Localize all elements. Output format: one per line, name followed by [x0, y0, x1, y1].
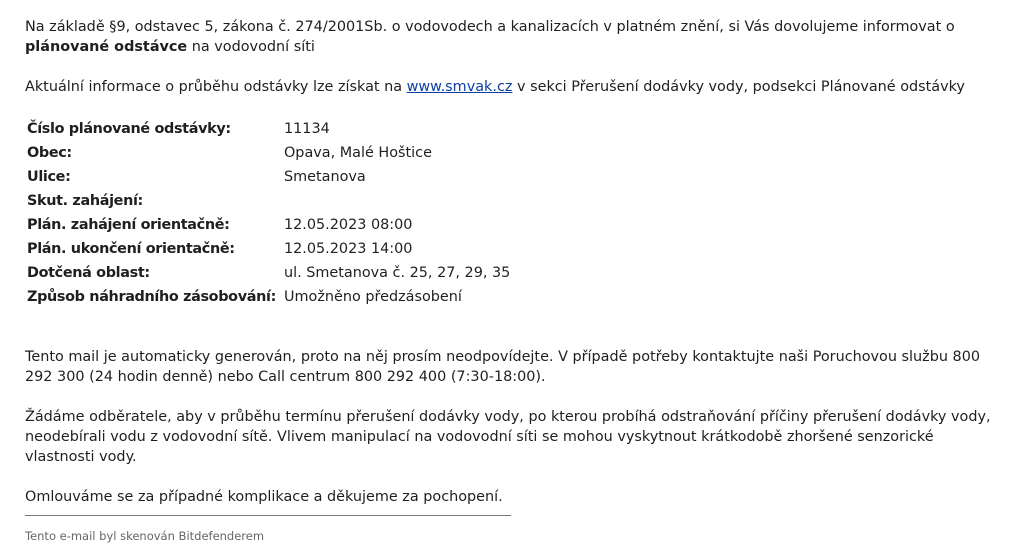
detail-label: Číslo plánované odstávky: [27, 121, 231, 137]
detail-value: 12.05.2023 14:00 [283, 241, 413, 257]
intro-bold-text: plánované odstávce [25, 39, 188, 55]
detail-row [27, 165, 510, 189]
detail-value: Opava, Malé Hoštice [283, 145, 432, 161]
detail-value: ul. Smetanova č. 25, 27, 29, 35 [283, 265, 511, 281]
detail-value [284, 189, 510, 213]
info-text-end: v sekci Přerušení dodávky vody, podsekci Plánované odstávky [512, 79, 965, 95]
detail-label: Plán. zahájení orientačně: [27, 217, 230, 233]
detail-label: Skut. zahájení: [27, 193, 143, 209]
outage-details-table [27, 117, 510, 309]
detail-value: 11134 [283, 121, 330, 137]
detail-value: Umožněno předzásobení [283, 289, 462, 305]
detail-row [27, 261, 510, 285]
detail-row [27, 237, 510, 261]
intro-text-end: na vodovodní síti [187, 39, 315, 55]
detail-row [27, 285, 510, 309]
detail-label: Obec: [27, 145, 72, 161]
detail-row [27, 189, 510, 213]
footer-divider [25, 515, 511, 516]
smvak-link[interactable]: www.smvak.cz [406, 79, 513, 95]
detail-label: Plán. ukončení orientačně: [27, 241, 235, 257]
auto-notice-paragraph: Tento mail je automaticky generován, proto na něj prosím neodpovídejte. V případě potřeby kontaktujte naši Poruchovou službu 800 292 300 (24 hodin denně) nebo Call centrum 800 292 400 (7:30-18:00). [25, 349, 981, 385]
detail-label: Způsob náhradního zásobování: [27, 289, 276, 305]
detail-row [27, 213, 510, 237]
info-paragraph [25, 77, 993, 97]
request-paragraph: Žádáme odběratele, aby v průběhu termínu přerušení dodávky vody, po kterou probíhá odstraňování příčiny přerušení dodávky vody, neodebírali vodu z vodovodní sítě. Vlivem manipulací na vodovodní síti se mohou vyskytnout krátkodobě zhoršené senzorické vlastnosti vody. [25, 409, 991, 465]
intro-text: Na základě §9, odstavec 5, zákona č. 274/2001Sb. o vodovodech a kanalizacích v platném znění, si Vás dovolujeme informovat o [25, 19, 955, 35]
detail-label: Dotčená oblast: [27, 265, 150, 281]
info-text: Aktuální informace o průběhu odstávky lze získat na [25, 79, 407, 95]
scan-footer: Tento e-mail byl skenován Bitdefenderem [25, 529, 265, 543]
detail-row [27, 117, 510, 141]
intro-paragraph [25, 17, 993, 57]
email-body [25, 17, 993, 543]
detail-value: Smetanova [283, 169, 366, 185]
detail-label: Ulice: [27, 169, 71, 185]
detail-row [27, 141, 510, 165]
apology-paragraph: Omlouváme se za případné komplikace a děkujeme za pochopení. [25, 489, 503, 505]
detail-value: 12.05.2023 08:00 [283, 217, 413, 233]
